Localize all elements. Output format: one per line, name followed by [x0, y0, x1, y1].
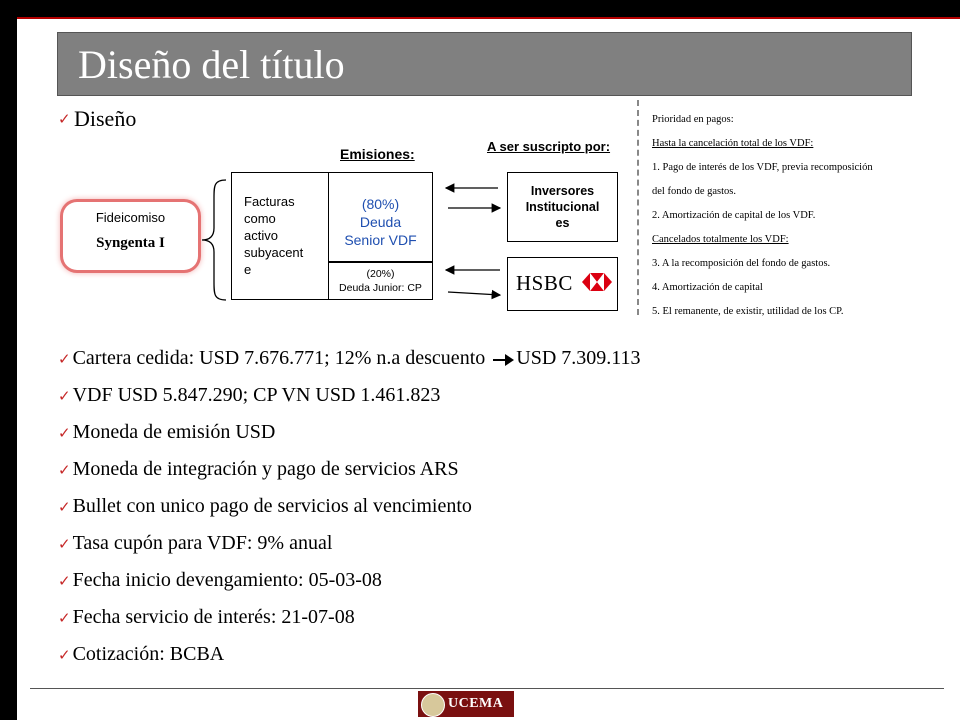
senior-line: Senior VDF [344, 232, 417, 248]
senior-debt-box [328, 172, 433, 263]
bullet-item [58, 569, 382, 592]
priority-heading: Prioridad en pagos: [652, 114, 734, 125]
bullet-text: VDF USD 5.847.290; CP VN USD 1.461.823 [72, 384, 441, 406]
priority-item: 4. Amortización de capital [652, 282, 763, 293]
checkmark-icon: ✓ [58, 110, 71, 128]
priority-item: 5. El remanente, de existir, utilidad de los CP. [652, 306, 844, 317]
bullet-text: Tasa cupón para VDF: 9% anual [72, 532, 333, 554]
priority-item: 3. A la recomposición del fondo de gastos. [652, 258, 831, 269]
priority-item: 1. Pago de interés de los VDF, previa recomposición [652, 162, 873, 173]
fideicomiso-line1: Fideicomiso [95, 210, 166, 225]
hsbc-wordmark: HSBC [516, 271, 573, 295]
junior-line: Deuda Junior: CP [339, 282, 422, 294]
priority-item: del fondo de gastos. [652, 186, 736, 197]
bullet-item [58, 458, 459, 481]
inversores-box [507, 172, 618, 242]
flow-arrows [440, 178, 506, 302]
priority-item: Cancelados totalmente los VDF: [652, 234, 789, 245]
subheading: Diseño [74, 106, 137, 131]
checkmark-icon: ✓ [58, 350, 71, 368]
ucema-logo[interactable] [418, 691, 514, 717]
facturas-box [231, 172, 328, 300]
bullet-text: Cotización: BCBA [72, 643, 225, 665]
title-banner [57, 32, 912, 96]
facturas-line: como [244, 211, 276, 226]
checkmark-icon: ✓ [58, 387, 71, 405]
checkmark-icon: ✓ [58, 646, 71, 664]
bullet-text: Fecha inicio devengamiento: 05-03-08 [72, 569, 382, 591]
junior-line: (20%) [366, 268, 395, 280]
bullet-item [58, 606, 355, 629]
checkmark-icon: ✓ [58, 461, 71, 479]
page-title: Diseño del título [78, 42, 345, 87]
bullet-item [58, 421, 275, 444]
bullet-item [58, 384, 440, 407]
top-red-rule [17, 0, 960, 17]
bullet-text: Moneda de emisión USD [72, 421, 276, 443]
ucema-seal-icon [421, 693, 445, 717]
inversores-line: Institucional [525, 200, 600, 214]
senior-line: Deuda [359, 214, 402, 230]
junior-debt-box [328, 263, 433, 300]
divider-dashed [637, 100, 639, 315]
facturas-line: activo [244, 228, 278, 243]
left-black-bar [0, 0, 17, 720]
fideicomiso-line2: Syngenta I [96, 235, 165, 251]
bullet-item [58, 643, 224, 666]
checkmark-icon: ✓ [58, 609, 71, 627]
emisiones-label: Emisiones: [340, 146, 415, 162]
bullet-item [58, 532, 332, 555]
checkmark-icon: ✓ [58, 424, 71, 442]
priority-item: 2. Amortización de capital de los VDF. [652, 210, 816, 221]
fideicomiso-box [63, 202, 198, 270]
senior-line: (80%) [361, 196, 400, 212]
ucema-logo-text: UCEMA [448, 696, 504, 711]
hsbc-box [507, 257, 618, 311]
bullet-text: Moneda de integración y pago de servicios ARS [72, 458, 459, 480]
bullet-item [58, 495, 472, 518]
arrow-to-hsbc [448, 292, 500, 295]
bullet-text: Cartera cedida: USD 7.676.771; 12% n.a descuento [72, 347, 491, 369]
bullet-text: Fecha servicio de interés: 21-07-08 [72, 606, 355, 628]
footer-divider [30, 688, 944, 689]
hsbc-hexagon-logo-icon [582, 273, 612, 291]
payment-priority-panel [652, 108, 952, 324]
checkmark-icon: ✓ [58, 498, 71, 516]
facturas-line: e [244, 262, 252, 277]
inversores-line: Inversores [530, 184, 595, 198]
bullet-text-result: USD 7.309.113 [516, 347, 641, 369]
arrow-right-icon [492, 352, 516, 366]
priority-item: Hasta la cancelación total de los VDF: [652, 138, 814, 149]
curly-brace-icon [200, 178, 230, 302]
checkmark-icon: ✓ [58, 572, 71, 590]
checkmark-icon: ✓ [58, 535, 71, 553]
facturas-line: Facturas [244, 194, 295, 209]
facturas-line: subyacent [244, 245, 304, 260]
bullet-text: Bullet con unico pago de servicios al vencimiento [72, 495, 472, 517]
bullet-item [58, 347, 641, 370]
suscripto-label: A ser suscripto por: [487, 139, 611, 154]
inversores-line: es [555, 216, 570, 230]
